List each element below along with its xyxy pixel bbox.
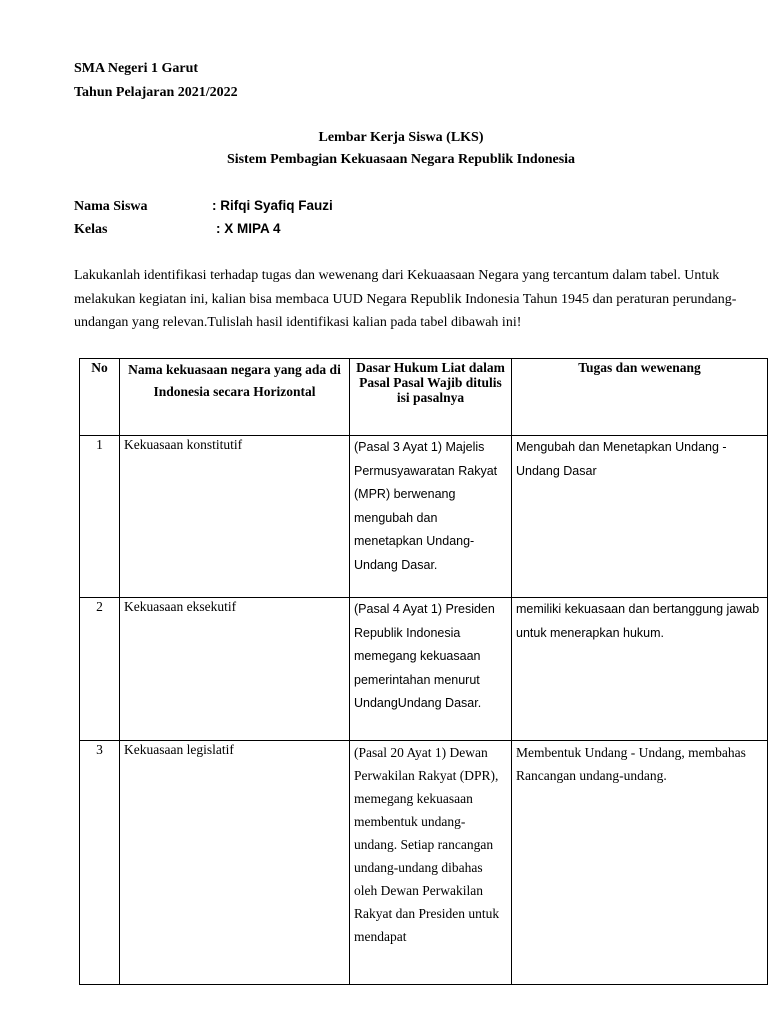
identification-table — [79, 358, 768, 985]
row-tugas: Membentuk Undang - Undang, membahas Rancangan undang-undang. — [512, 741, 768, 985]
table-row — [80, 741, 768, 985]
row-number: 1 — [80, 436, 120, 598]
class-label: Kelas — [74, 222, 108, 237]
worksheet-title: Lembar Kerja Siswa (LKS) — [318, 130, 484, 145]
row-dasar-hukum: (Pasal 4 Ayat 1) Presiden Republik Indonesia memegang kekuasaan pemerintahan menurut UndangUndang Dasar. — [350, 598, 512, 741]
academic-year: Tahun Pelajaran 2021/2022 — [74, 85, 238, 100]
school-name: SMA Negeri 1 Garut — [74, 61, 199, 76]
header-tugas-wewenang: Tugas dan wewenang — [512, 359, 768, 436]
row-kekuasaan: Kekuasaan legislatif — [120, 741, 350, 985]
worksheet-subtitle: Sistem Pembagian Kekuasaan Negara Republik Indonesia — [226, 152, 576, 167]
header-dasar-hukum: Dasar Hukum Liat dalam Pasal Pasal Wajib ditulis isi pasalnya — [350, 359, 512, 436]
row-number: 3 — [80, 741, 120, 985]
student-name-value: : Rifqi Syafiq Fauzi — [212, 198, 333, 213]
table-row — [80, 598, 768, 741]
header-nama-kekuasaan: Nama kekuasaan negara yang ada di Indonesia secara Horizontal — [120, 359, 350, 436]
class-value: : X MIPA 4 — [216, 221, 281, 236]
table-row — [80, 436, 768, 598]
row-tugas: memiliki kekuasaan dan bertanggung jawab untuk menerapkan hukum. — [512, 598, 768, 741]
row-tugas: Mengubah dan Menetapkan Undang - Undang Dasar — [512, 436, 768, 598]
row-dasar-hukum: (Pasal 20 Ayat 1) Dewan Perwakilan Rakyat (DPR), memegang kekuasaan membentuk undang-undang. Setiap rancangan undang-undang dibahas oleh Dewan Perwakilan Rakyat dan Presiden untuk mendapat — [350, 741, 512, 985]
row-number: 2 — [80, 598, 120, 741]
table-header-row — [80, 359, 768, 436]
row-dasar-hukum: (Pasal 3 Ayat 1) Majelis Permusyawaratan Rakyat (MPR) berwenang mengubah dan menetapkan Undang- Undang Dasar. — [350, 436, 512, 598]
header-no: No — [80, 359, 120, 436]
instruction-paragraph: Lakukanlah identifikasi terhadap tugas dan wewenang dari Kekuaasaan Negara yang tercantum dalam tabel. Untuk melakukan kegiatan ini, kalian bisa membaca UUD Negara Republik Indonesia Tahun 1945 dan peraturan perundang-undangan yang relevan.Tulislah hasil identifikasi kalian pada tabel dibawah ini! — [74, 268, 737, 330]
student-name-label: Nama Siswa — [74, 199, 148, 214]
row-kekuasaan: Kekuasaan eksekutif — [120, 598, 350, 741]
row-kekuasaan: Kekuasaan konstitutif — [120, 436, 350, 598]
